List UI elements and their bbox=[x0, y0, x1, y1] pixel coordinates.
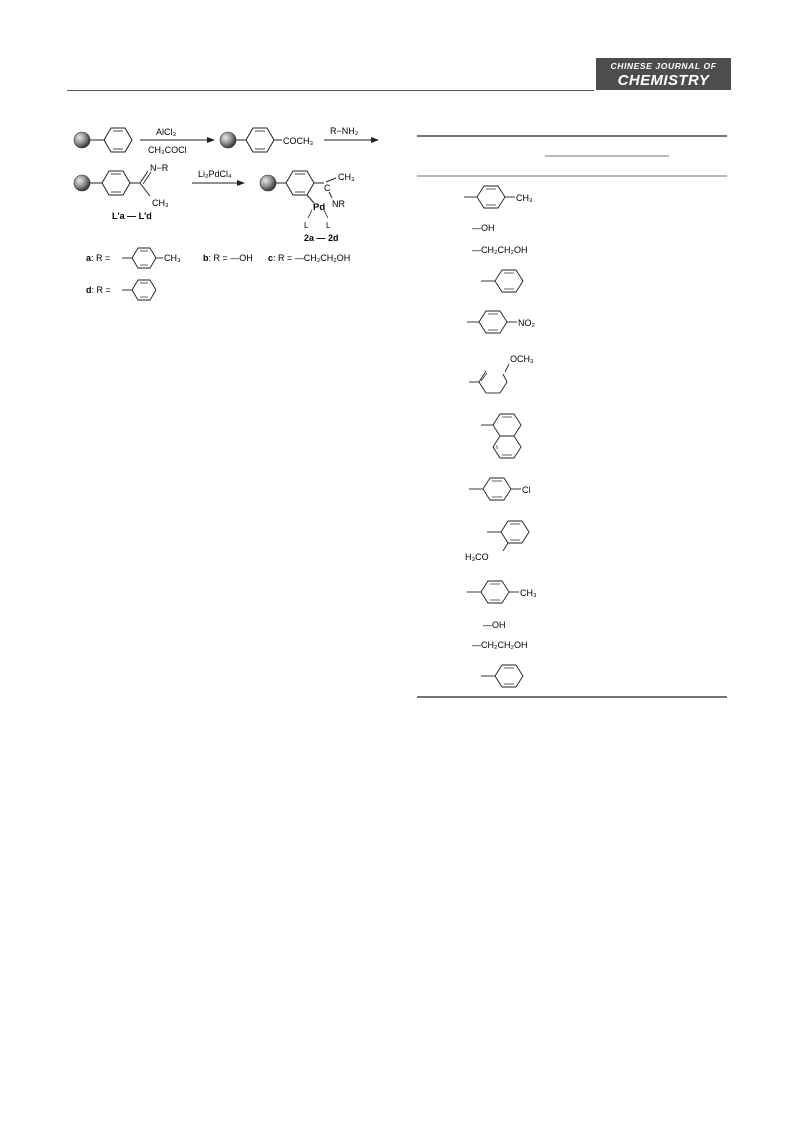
table-row bbox=[467, 581, 537, 603]
svg-text:CH₃: CH₃ bbox=[164, 253, 181, 263]
resin-imine bbox=[74, 171, 151, 196]
table-row bbox=[481, 414, 521, 458]
complex-nr: NR bbox=[332, 199, 345, 209]
complex-ligand-2: L bbox=[326, 221, 331, 230]
resin-acetophenone bbox=[220, 128, 282, 152]
reagent-2: R−NH₂ bbox=[330, 126, 359, 136]
table-row bbox=[481, 270, 523, 292]
svg-text:OCH₃: OCH₃ bbox=[510, 354, 534, 364]
svg-text:CH₃: CH₃ bbox=[520, 588, 537, 598]
table-row bbox=[481, 665, 523, 687]
reagent-3: Li₂PdCl₄ bbox=[198, 169, 232, 179]
complex-carbon: C bbox=[324, 183, 331, 193]
reagent-1-bottom: CH₃COCl bbox=[148, 145, 187, 155]
substituent-table bbox=[417, 130, 727, 705]
complex-pd: Pd bbox=[313, 202, 326, 213]
complex-label: 2a — 2d bbox=[304, 233, 339, 243]
table-row: —OH bbox=[483, 620, 506, 630]
imine-n-r: N−R bbox=[150, 163, 169, 173]
table-row bbox=[469, 354, 534, 393]
table-row bbox=[464, 186, 533, 208]
acetyl-group: COCH₃ bbox=[283, 136, 314, 146]
table-row: —CH₂CH₂OH bbox=[472, 640, 528, 650]
table-row bbox=[465, 521, 529, 562]
complex-ligand-1: L bbox=[304, 221, 309, 230]
svg-text:H₃CO: H₃CO bbox=[465, 552, 489, 562]
svg-text:a: R =: a: R = bbox=[86, 253, 111, 263]
table-row bbox=[469, 478, 531, 500]
imine-methyl: CH₃ bbox=[152, 198, 169, 208]
table-row: —OH bbox=[472, 223, 495, 233]
r-definition-c: c: R = —CH₂CH₂OH bbox=[268, 253, 351, 263]
table-row bbox=[467, 311, 536, 333]
complex-methyl: CH₃ bbox=[338, 172, 355, 182]
svg-text:NO₂: NO₂ bbox=[518, 318, 535, 328]
r-definition-b: b: R = —OH bbox=[203, 253, 253, 263]
table-row: —CH₂CH₂OH bbox=[472, 245, 528, 255]
svg-text:d: R =: d: R = bbox=[86, 285, 111, 295]
reagent-1-top: AlCl₃ bbox=[156, 127, 177, 137]
resin-phenyl bbox=[74, 128, 132, 152]
journal-badge bbox=[596, 58, 731, 90]
r-definition-d bbox=[86, 280, 156, 300]
svg-text:Cl: Cl bbox=[522, 485, 531, 495]
reaction-scheme bbox=[68, 112, 388, 295]
header-rule bbox=[67, 90, 594, 91]
svg-text:CH₃: CH₃ bbox=[516, 193, 533, 203]
r-definition-a bbox=[86, 248, 181, 268]
journal-name-line2: CHEMISTRY bbox=[617, 72, 710, 89]
journal-name-line1: CHINESE JOURNAL OF bbox=[610, 61, 717, 71]
ligand-label: L'a — L'd bbox=[112, 211, 152, 221]
